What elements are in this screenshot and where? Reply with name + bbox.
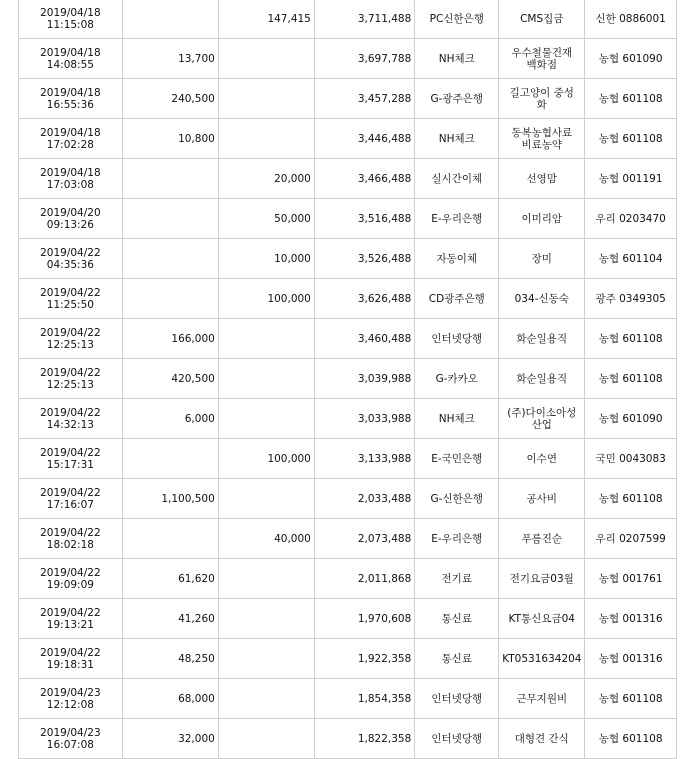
balance-cell: 3,711,488 xyxy=(314,0,414,39)
transaction-type-cell: 실시간이체 xyxy=(415,159,499,199)
deposit-cell: 40,000 xyxy=(218,519,314,559)
transaction-type-cell: 인터넷당행 xyxy=(415,679,499,719)
deposit-cell: 100,000 xyxy=(218,439,314,479)
table-row xyxy=(19,639,677,679)
description-cell xyxy=(499,39,585,79)
deposit-cell: 100,000 xyxy=(218,279,314,319)
transaction-type-cell: CD광주은행 xyxy=(415,279,499,319)
transaction-table-body xyxy=(19,0,677,759)
time-text: 14:32:13 xyxy=(46,418,94,431)
description-line: 공사비 xyxy=(526,492,557,505)
deposit-cell xyxy=(218,399,314,439)
description-line: 전기요금03월 xyxy=(509,572,574,585)
withdrawal-cell: 61,620 xyxy=(122,559,218,599)
branch-cell: 우리 0207599 xyxy=(585,519,677,559)
datetime-cell xyxy=(19,399,123,439)
balance-cell: 1,970,608 xyxy=(314,599,414,639)
date-text: 2019/04/18 xyxy=(40,166,101,179)
table-row xyxy=(19,39,677,79)
time-text: 12:12:08 xyxy=(46,698,94,711)
date-text: 2019/04/18 xyxy=(40,6,101,19)
description-line: 대형견 간식 xyxy=(514,732,569,745)
description-cell xyxy=(499,519,585,559)
date-text: 2019/04/22 xyxy=(40,326,101,339)
table-row xyxy=(19,559,677,599)
branch-cell: 농협 601108 xyxy=(585,359,677,399)
description-cell xyxy=(499,199,585,239)
date-text: 2019/04/18 xyxy=(40,86,101,99)
description-cell xyxy=(499,319,585,359)
date-text: 2019/04/22 xyxy=(40,566,101,579)
date-text: 2019/04/22 xyxy=(40,406,101,419)
date-text: 2019/04/22 xyxy=(40,526,101,539)
description-cell xyxy=(499,719,585,759)
transaction-type-cell: 자동이체 xyxy=(415,239,499,279)
time-text: 19:09:09 xyxy=(46,578,94,591)
description-line: 푸름진순 xyxy=(521,532,563,545)
datetime-cell xyxy=(19,439,123,479)
branch-cell: 국민 0043083 xyxy=(585,439,677,479)
datetime-cell xyxy=(19,559,123,599)
description-cell xyxy=(499,399,585,439)
deposit-cell: 50,000 xyxy=(218,199,314,239)
description-cell xyxy=(499,0,585,39)
table-row xyxy=(19,319,677,359)
table-row xyxy=(19,0,677,39)
transaction-type-cell: G-광주은행 xyxy=(415,79,499,119)
description-cell xyxy=(499,239,585,279)
description-cell xyxy=(499,559,585,599)
deposit-cell xyxy=(218,599,314,639)
datetime-cell xyxy=(19,119,123,159)
deposit-cell xyxy=(218,559,314,599)
time-text: 16:07:08 xyxy=(46,738,94,751)
time-text: 17:03:08 xyxy=(46,178,94,191)
branch-cell: 농협 001761 xyxy=(585,559,677,599)
table-row xyxy=(19,439,677,479)
date-text: 2019/04/22 xyxy=(40,446,101,459)
branch-cell: 농협 001316 xyxy=(585,599,677,639)
description-line: 비료농약 xyxy=(521,138,563,151)
table-row xyxy=(19,279,677,319)
withdrawal-cell: 41,260 xyxy=(122,599,218,639)
description-cell xyxy=(499,159,585,199)
transaction-type-cell: G-신한은행 xyxy=(415,479,499,519)
time-text: 18:02:18 xyxy=(46,538,94,551)
table-row xyxy=(19,199,677,239)
balance-cell: 3,039,988 xyxy=(314,359,414,399)
table-row xyxy=(19,399,677,439)
withdrawal-cell xyxy=(122,439,218,479)
balance-cell: 1,922,358 xyxy=(314,639,414,679)
deposit-cell: 20,000 xyxy=(218,159,314,199)
time-text: 19:18:31 xyxy=(46,658,94,671)
description-line: 길고양이 중성 xyxy=(509,86,574,99)
table-row xyxy=(19,159,677,199)
balance-cell: 3,133,988 xyxy=(314,439,414,479)
datetime-cell xyxy=(19,79,123,119)
branch-cell: 농협 601108 xyxy=(585,119,677,159)
branch-cell: 농협 601108 xyxy=(585,679,677,719)
datetime-cell xyxy=(19,679,123,719)
description-line: 장미 xyxy=(531,252,552,265)
time-text: 17:16:07 xyxy=(46,498,94,511)
balance-cell: 3,526,488 xyxy=(314,239,414,279)
datetime-cell xyxy=(19,159,123,199)
description-cell xyxy=(499,599,585,639)
time-text: 14:08:55 xyxy=(46,58,94,71)
deposit-cell: 10,000 xyxy=(218,239,314,279)
datetime-cell xyxy=(19,279,123,319)
transaction-type-cell: 인터넷당행 xyxy=(415,719,499,759)
table-row xyxy=(19,719,677,759)
withdrawal-cell: 32,000 xyxy=(122,719,218,759)
deposit-cell xyxy=(218,319,314,359)
datetime-cell xyxy=(19,319,123,359)
deposit-cell xyxy=(218,679,314,719)
description-line: 근무지원비 xyxy=(516,692,568,705)
balance-cell: 3,466,488 xyxy=(314,159,414,199)
description-cell xyxy=(499,359,585,399)
branch-cell: 농협 601108 xyxy=(585,79,677,119)
description-line: KT0531634204 xyxy=(502,652,582,665)
description-cell xyxy=(499,439,585,479)
datetime-cell xyxy=(19,519,123,559)
withdrawal-cell: 166,000 xyxy=(122,319,218,359)
time-text: 16:55:36 xyxy=(46,98,94,111)
branch-cell: 농협 601108 xyxy=(585,479,677,519)
description-line: 이미리암 xyxy=(521,212,563,225)
transaction-type-cell: 통신료 xyxy=(415,639,499,679)
datetime-cell xyxy=(19,359,123,399)
date-text: 2019/04/23 xyxy=(40,686,101,699)
balance-cell: 3,516,488 xyxy=(314,199,414,239)
description-line: 동복농협사료 xyxy=(511,126,573,139)
transaction-table xyxy=(18,0,677,759)
deposit-cell: 147,415 xyxy=(218,0,314,39)
description-line: 034-신동숙 xyxy=(514,292,569,305)
deposit-cell xyxy=(218,359,314,399)
transaction-type-cell: PC신한은행 xyxy=(415,0,499,39)
withdrawal-cell: 420,500 xyxy=(122,359,218,399)
description-line: 이수연 xyxy=(526,452,557,465)
table-row xyxy=(19,679,677,719)
branch-cell: 농협 001191 xyxy=(585,159,677,199)
date-text: 2019/04/22 xyxy=(40,366,101,379)
branch-cell: 농협 601108 xyxy=(585,719,677,759)
time-text: 15:17:31 xyxy=(46,458,94,471)
date-text: 2019/04/22 xyxy=(40,486,101,499)
date-text: 2019/04/22 xyxy=(40,286,101,299)
withdrawal-cell: 6,000 xyxy=(122,399,218,439)
withdrawal-cell: 48,250 xyxy=(122,639,218,679)
deposit-cell xyxy=(218,119,314,159)
branch-cell: 농협 601104 xyxy=(585,239,677,279)
date-text: 2019/04/22 xyxy=(40,646,101,659)
time-text: 12:25:13 xyxy=(46,378,94,391)
description-cell xyxy=(499,119,585,159)
transaction-type-cell: NH체크 xyxy=(415,39,499,79)
withdrawal-cell xyxy=(122,199,218,239)
datetime-cell xyxy=(19,719,123,759)
deposit-cell xyxy=(218,79,314,119)
time-text: 09:13:26 xyxy=(46,218,94,231)
date-text: 2019/04/22 xyxy=(40,246,101,259)
description-line: KT통신요금04 xyxy=(508,612,575,625)
balance-cell: 3,626,488 xyxy=(314,279,414,319)
datetime-cell xyxy=(19,639,123,679)
time-text: 11:25:50 xyxy=(46,298,94,311)
balance-cell: 1,854,358 xyxy=(314,679,414,719)
date-text: 2019/04/18 xyxy=(40,46,101,59)
deposit-cell xyxy=(218,479,314,519)
description-cell xyxy=(499,639,585,679)
transaction-type-cell: E-우리은행 xyxy=(415,519,499,559)
description-line: 백화점 xyxy=(526,58,557,71)
description-line: (주)다이소아성 xyxy=(507,406,577,419)
withdrawal-cell: 10,800 xyxy=(122,119,218,159)
table-row xyxy=(19,479,677,519)
balance-cell: 3,033,988 xyxy=(314,399,414,439)
time-text: 11:15:08 xyxy=(46,18,94,31)
withdrawal-cell: 13,700 xyxy=(122,39,218,79)
transaction-type-cell: E-국민은행 xyxy=(415,439,499,479)
withdrawal-cell xyxy=(122,159,218,199)
branch-cell: 농협 601090 xyxy=(585,399,677,439)
deposit-cell xyxy=(218,639,314,679)
table-row xyxy=(19,119,677,159)
branch-cell: 농협 001316 xyxy=(585,639,677,679)
table-row xyxy=(19,239,677,279)
withdrawal-cell xyxy=(122,519,218,559)
branch-cell: 농협 601090 xyxy=(585,39,677,79)
withdrawal-cell xyxy=(122,279,218,319)
transaction-type-cell: NH체크 xyxy=(415,119,499,159)
description-cell xyxy=(499,479,585,519)
datetime-cell xyxy=(19,599,123,639)
description-line: 우수철물건재 xyxy=(511,46,573,59)
transaction-type-cell: 인터넷당행 xyxy=(415,319,499,359)
table-row xyxy=(19,519,677,559)
datetime-cell xyxy=(19,239,123,279)
withdrawal-cell: 1,100,500 xyxy=(122,479,218,519)
balance-cell: 3,446,488 xyxy=(314,119,414,159)
datetime-cell xyxy=(19,39,123,79)
transaction-type-cell: 전기료 xyxy=(415,559,499,599)
balance-cell: 3,457,288 xyxy=(314,79,414,119)
date-text: 2019/04/23 xyxy=(40,726,101,739)
branch-cell: 우리 0203470 xyxy=(585,199,677,239)
withdrawal-cell: 68,000 xyxy=(122,679,218,719)
description-line: 화순일용직 xyxy=(516,332,568,345)
description-cell xyxy=(499,79,585,119)
description-cell xyxy=(499,679,585,719)
description-line: 화순일용직 xyxy=(516,372,568,385)
balance-cell: 2,073,488 xyxy=(314,519,414,559)
transaction-type-cell: 통신료 xyxy=(415,599,499,639)
table-row xyxy=(19,359,677,399)
time-text: 12:25:13 xyxy=(46,338,94,351)
description-line: 산업 xyxy=(531,418,552,431)
balance-cell: 3,460,488 xyxy=(314,319,414,359)
datetime-cell xyxy=(19,0,123,39)
datetime-cell xyxy=(19,479,123,519)
table-row xyxy=(19,79,677,119)
date-text: 2019/04/18 xyxy=(40,126,101,139)
date-text: 2019/04/20 xyxy=(40,206,101,219)
deposit-cell xyxy=(218,39,314,79)
withdrawal-cell xyxy=(122,239,218,279)
time-text: 17:02:28 xyxy=(46,138,94,151)
deposit-cell xyxy=(218,719,314,759)
branch-cell: 신한 0886001 xyxy=(585,0,677,39)
time-text: 04:35:36 xyxy=(46,258,94,271)
description-line: CMS집금 xyxy=(520,12,564,25)
transaction-type-cell: G-카카오 xyxy=(415,359,499,399)
table-row xyxy=(19,599,677,639)
date-text: 2019/04/22 xyxy=(40,606,101,619)
balance-cell: 2,033,488 xyxy=(314,479,414,519)
description-cell xyxy=(499,279,585,319)
withdrawal-cell xyxy=(122,0,218,39)
time-text: 19:13:21 xyxy=(46,618,94,631)
withdrawal-cell: 240,500 xyxy=(122,79,218,119)
balance-cell: 1,822,358 xyxy=(314,719,414,759)
branch-cell: 광주 0349305 xyxy=(585,279,677,319)
transaction-type-cell: E-우리은행 xyxy=(415,199,499,239)
datetime-cell xyxy=(19,199,123,239)
branch-cell: 농협 601108 xyxy=(585,319,677,359)
description-line: 화 xyxy=(536,98,547,111)
transaction-type-cell: NH체크 xyxy=(415,399,499,439)
description-line: 선영맘 xyxy=(526,172,557,185)
balance-cell: 3,697,788 xyxy=(314,39,414,79)
balance-cell: 2,011,868 xyxy=(314,559,414,599)
